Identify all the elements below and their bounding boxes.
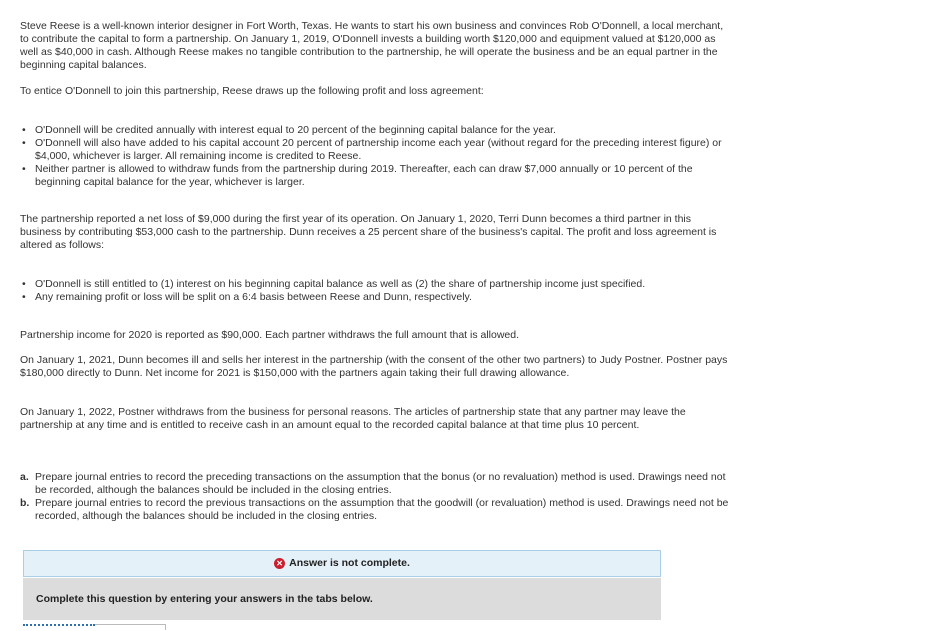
intro-paragraph: Steve Reese is a well-known interior designer in Fort Worth, Texas. He wants to start his own business and convinces Rob O'Donnell, a local merchant, to contribute the capital to form a partnership. On January 1, 2019, O'Donnell invests a building worth $120,000 and equipment valued at $120,000 as well as $40,000 in cash. Although Reese makes no tangible contribution to the partnership, he will operate the business and be an equal partner in the beginning capital balances. bbox=[20, 20, 724, 71]
entice-paragraph: To entice O'Donnell to join this partnership, Reese draws up the following profit and loss agreement: bbox=[20, 85, 484, 97]
requirements-list bbox=[20, 471, 732, 523]
requirement-text: Prepare journal entries to record the preceding transactions on the assumption that the bonus (or no revaluation) method is used. Drawings need not be recorded, although the balances should be included in the closing entries. bbox=[35, 471, 726, 496]
requirement-b bbox=[20, 497, 732, 523]
para-2021: On January 1, 2021, Dunn becomes ill and sells her interest in the partnership (with the consent of the other two partners) to Judy Postner. Postner pays $180,000 directly to Dunn. Net income for 2021 is $150,000 with the partners again taking their full drawing allowance. bbox=[20, 354, 728, 379]
answer-status-banner bbox=[23, 550, 661, 577]
loss-paragraph: The partnership reported a net loss of $9,000 during the first year of its operation. On January 1, 2020, Terri Dunn becomes a third partner in this business by contributing $53,000 cash to the partnership. Dunn receives a 25 percent share of the business's capital. The profit and loss agreement is altered as follows: bbox=[20, 213, 717, 251]
requirement-letter: b. bbox=[20, 497, 30, 509]
answer-status-text: Answer is not complete. bbox=[289, 557, 410, 569]
agreement-list bbox=[20, 124, 732, 189]
tab-required-a[interactable] bbox=[23, 624, 95, 631]
list-item: • Neither partner is allowed to withdraw funds from the partnership during 2019. Thereafter, each can draw $7,000 annually or 10 percent of the beginning capital balance for the year, whichever is larger. bbox=[20, 163, 732, 189]
list-item: • O'Donnell will be credited annually with interest equal to 20 percent of the beginning capital balance for the year. bbox=[20, 124, 732, 137]
para-2022: On January 1, 2022, Postner withdraws from the business for personal reasons. The articles of partnership state that any partner may leave the partnership at any time and is entitled to receive cash in an amount equal to the recorded capital balance at that time plus 10 percent. bbox=[20, 406, 686, 431]
x-circle-icon: ✕ bbox=[274, 558, 285, 569]
instruction-bar bbox=[23, 578, 661, 620]
list-item: • O'Donnell is still entitled to (1) interest on his beginning capital balance as well as (2) the share of partnership income just specified. bbox=[20, 278, 732, 291]
requirement-a bbox=[20, 471, 732, 497]
list-item: • Any remaining profit or loss will be split on a 6:4 basis between Reese and Dunn, respectively. bbox=[20, 291, 732, 304]
tab-strip bbox=[23, 624, 168, 629]
altered-agreement-list bbox=[20, 278, 732, 304]
requirement-letter: a. bbox=[20, 471, 29, 483]
income-2020-paragraph: Partnership income for 2020 is reported as $90,000. Each partner withdraws the full amount that is allowed. bbox=[20, 329, 520, 341]
instruction-text: Complete this question by entering your answers in the tabs below. bbox=[36, 592, 373, 605]
tab-required-b[interactable] bbox=[95, 624, 166, 630]
list-item: • O'Donnell will also have added to his capital account 20 percent of partnership income each year (without regard for the preceding interest figure) or $4,000, whichever is larger. All remaining income is credited to Reese. bbox=[20, 137, 732, 163]
requirement-text: Prepare journal entries to record the previous transactions on the assumption that the goodwill (or revaluation) method is used. Drawings need not be recorded, although the balances should be included in the closing entries. bbox=[35, 497, 729, 522]
